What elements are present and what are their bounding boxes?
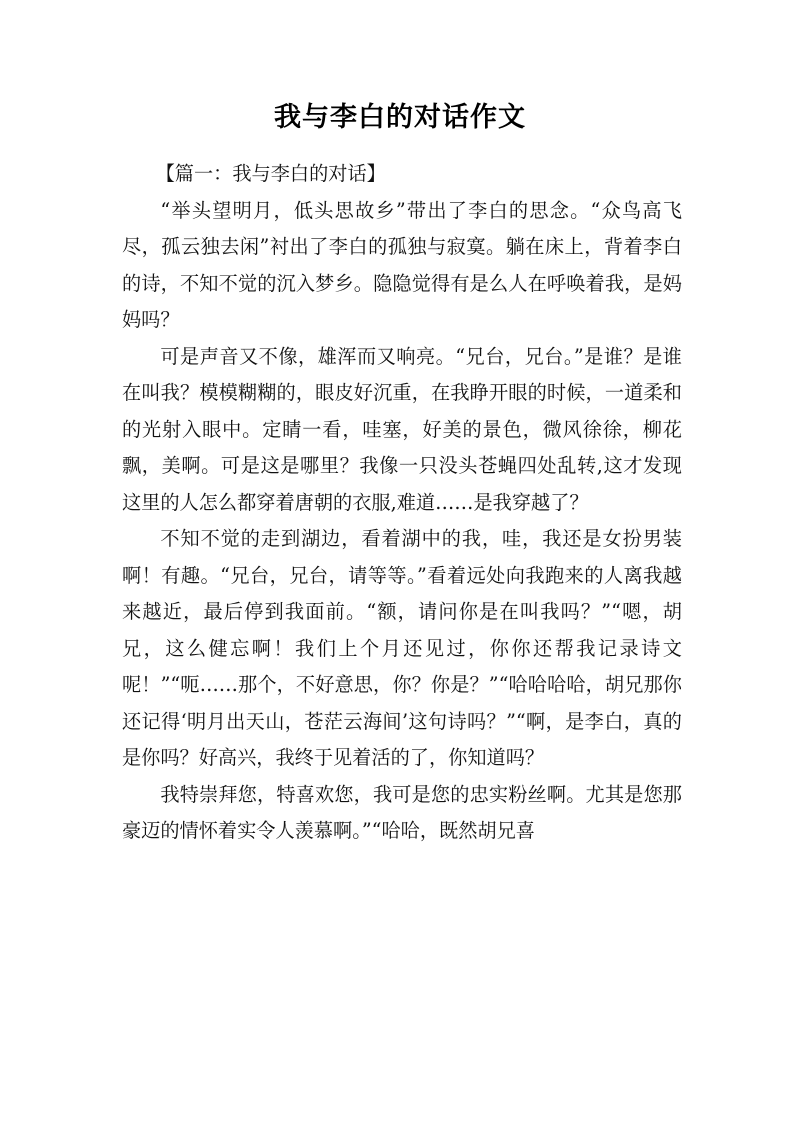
paragraph: 我特崇拜您，特喜欢您，我可是您的忠实粉丝啊。尤其是您那豪迈的情怀着实令人羡慕啊。”“哈哈，既然胡兄喜 (122, 782, 682, 842)
document-body (122, 156, 682, 850)
document-title: 我与李白的对话作文 (274, 102, 526, 133)
paragraph: 不知不觉的走到湖边，看着湖中的我，哇，我还是女扮男装啊！有趣。“兄台，兄台，请等等。”看着远处向我跑来的人离我越来越近，最后停到我面前。“额，请问你是在叫我吗？”“嗯，胡兄，这么健忘啊！我们上个月还见过，你你还帮我记录诗文呢！”“呃……那个，不好意思，你？你是？”“哈哈哈哈，胡兄那你还记得‘明月出天山，苍茫云海间’这句诗吗？”“啊，是李白，真的是你吗？好高兴，我终于见着活的了，你知道吗？ (122, 527, 682, 769)
section-heading: 【篇一：我与李白的对话】 (155, 162, 386, 185)
paragraph: “举头望明月，低头思故乡”带出了李白的思念。“众鸟高飞尽，孤云独去闲”衬出了李白的孤独与寂寞。躺在床上，背着李白的诗，不知不觉的沉入梦乡。隐隐觉得有是么人在呼唤着我，是妈妈吗？ (122, 198, 682, 331)
paragraph: 可是声音又不像，雄浑而又响亮。“兄台，兄台。”是谁？是谁在叫我？模模糊糊的，眼皮好沉重，在我睁开眼的时候，一道柔和的光射入眼中。定睛一看，哇塞，好美的景色，微风徐徐，柳花飘，美啊。可是这是哪里？我像一只没头苍蝇四处乱转,这才发现这里的人怎么都穿着唐朝的衣服,难道……是我穿越了？ (122, 344, 682, 514)
